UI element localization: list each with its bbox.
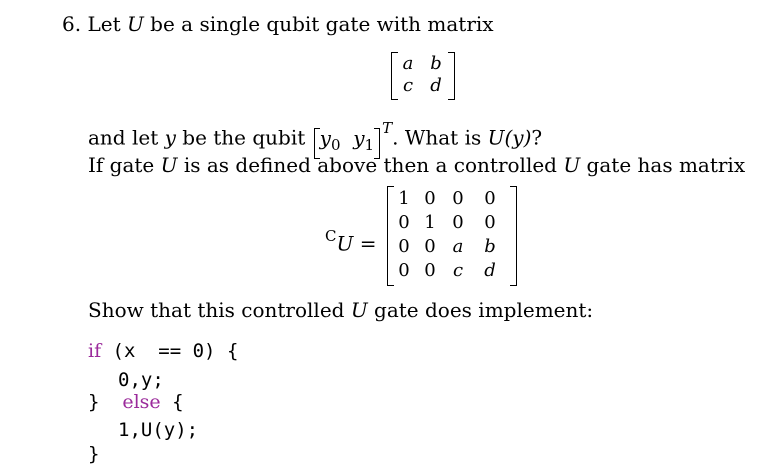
matrix-cu-cell: 0 bbox=[484, 212, 496, 233]
matrix-cu-cell: 0 bbox=[484, 188, 496, 209]
code-close-brace: } bbox=[88, 391, 100, 413]
code-final-brace-text: } bbox=[88, 443, 100, 465]
transpose-superscript: T bbox=[382, 119, 393, 137]
controlled-line-pre: If gate bbox=[88, 153, 161, 177]
code-if-keyword: if bbox=[88, 340, 102, 362]
qubit-line-mid: be the qubit bbox=[175, 125, 312, 150]
code-else-open-brace: { bbox=[172, 391, 184, 413]
matrix-cu-right-bracket bbox=[510, 186, 517, 286]
matrix-cu-cell: 0 bbox=[424, 260, 436, 281]
matrix-cu-cell: 1 bbox=[424, 212, 436, 233]
qubit-line-question-mark: ? bbox=[531, 125, 543, 150]
matrix-cu-cell: 0 bbox=[398, 260, 410, 281]
show-line-post: gate does implement: bbox=[367, 298, 594, 322]
gate-symbol-u: U bbox=[563, 153, 581, 177]
matrix-cu bbox=[387, 186, 517, 286]
matrix-u-cell: b bbox=[430, 53, 442, 74]
code-else-body bbox=[118, 418, 198, 442]
qubit-y1: y bbox=[353, 125, 365, 150]
intro-text-pre: Let bbox=[87, 12, 127, 36]
code-if-line bbox=[88, 339, 238, 363]
matrix-cu-cell: 0 bbox=[452, 212, 464, 233]
cu-superscript-c: C bbox=[325, 227, 337, 245]
matrix-u-cell: a bbox=[402, 53, 414, 74]
qubit-line-post: . What is bbox=[392, 125, 488, 150]
intro-text-post: be a single qubit gate with matrix bbox=[143, 12, 494, 36]
matrix-cu-cell: b bbox=[484, 236, 496, 257]
code-if-condition: (x == 0) { bbox=[101, 340, 239, 362]
controlled-gate-line bbox=[88, 153, 745, 177]
qubit-y0-subscript: 0 bbox=[330, 135, 341, 154]
qubit-row-vector bbox=[314, 126, 380, 157]
qubit-line-pre: and let bbox=[88, 125, 165, 150]
cu-equals: = bbox=[359, 231, 377, 256]
qubit-y1-subscript: 1 bbox=[364, 135, 375, 154]
matrix-cu-cell: 1 bbox=[398, 188, 410, 209]
cu-label bbox=[325, 226, 376, 256]
matrix-u-cell: d bbox=[430, 75, 442, 96]
u-of-y-arg bbox=[504, 126, 531, 150]
problem-statement-intro bbox=[62, 12, 494, 36]
gate-symbol-u: U bbox=[160, 153, 178, 177]
u-of-y-symbol: U bbox=[487, 125, 505, 150]
code-else-line bbox=[88, 390, 184, 414]
problem-number: 6. bbox=[62, 12, 82, 36]
matrix-cu-cell: 0 bbox=[452, 188, 464, 209]
matrix-cu-cell: 0 bbox=[398, 212, 410, 233]
qubit-symbol-y: y bbox=[164, 125, 176, 150]
u-of-y-arg-text: (y) bbox=[504, 125, 532, 150]
gate-symbol-u: U bbox=[350, 298, 368, 322]
matrix-u-right-bracket bbox=[448, 52, 455, 100]
code-then-body bbox=[118, 368, 164, 392]
cu-symbol-u: U bbox=[336, 231, 354, 256]
controlled-line-post: gate has matrix bbox=[580, 153, 746, 177]
code-else-keyword: else bbox=[122, 391, 161, 413]
show-statement-line bbox=[88, 298, 593, 322]
matrix-cu-cell: c bbox=[452, 260, 464, 281]
qubit-y0: y bbox=[319, 125, 331, 150]
qubit-definition-line bbox=[88, 120, 542, 157]
code-then-body-text: 0,y; bbox=[118, 369, 164, 391]
matrix-cu-cell: d bbox=[484, 260, 496, 281]
code-final-brace bbox=[88, 442, 99, 466]
matrix-cu-cell: 0 bbox=[424, 188, 436, 209]
matrix-u-cell: c bbox=[402, 75, 414, 96]
matrix-cu-cell: 0 bbox=[398, 236, 410, 257]
gate-symbol-u: U bbox=[126, 12, 144, 36]
controlled-line-mid: is as defined above then a controlled bbox=[177, 153, 564, 177]
show-line-pre: Show that this controlled bbox=[88, 298, 351, 322]
matrix-cu-cell: 0 bbox=[424, 236, 436, 257]
matrix-cu-cell: a bbox=[452, 236, 464, 257]
matrix-u bbox=[391, 52, 455, 100]
code-else-body-text: 1,U(y); bbox=[118, 419, 199, 441]
